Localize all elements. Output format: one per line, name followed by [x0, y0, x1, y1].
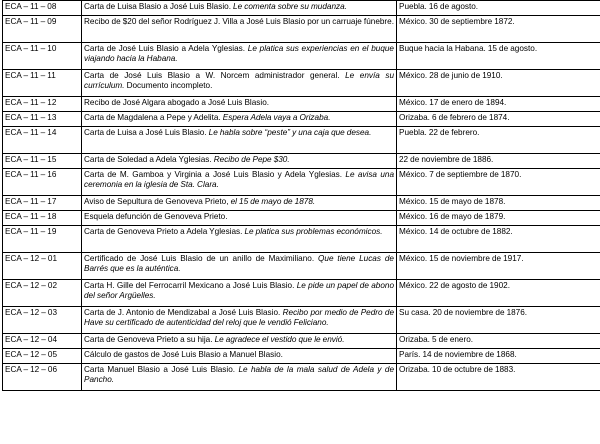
description-text: Certificado de José Luis Blasio de un anillo de Maximiliano. — [84, 254, 319, 263]
document-description — [82, 169, 397, 196]
archive-code: ECA – 11 – 11 — [3, 70, 82, 97]
archive-code: ECA – 11 – 08 — [3, 1, 82, 16]
document-description — [82, 16, 397, 43]
document-description — [82, 211, 397, 226]
document-description — [82, 334, 397, 349]
description-text: Esquela defunción de Genoveva Prieto. — [84, 212, 228, 221]
document-description — [82, 154, 397, 169]
table-row — [3, 196, 600, 211]
document-description — [82, 43, 397, 70]
description-note: Espera Adela vaya a Orizaba. — [222, 113, 331, 122]
place-date: Puebla. 16 de agosto. — [397, 1, 600, 16]
description-note: Recibo por medio de Pedro de Have su certificado de autenticidad del reloj que le vendió Feliciano. — [84, 308, 394, 328]
place-date: Su casa. 20 de noviembre de 1876. — [397, 307, 600, 334]
place-date: Puebla. 22 de febrero. — [397, 127, 600, 154]
document-description — [82, 307, 397, 334]
description-text: Carta de Soledad a Adela Yglesias. — [84, 155, 214, 164]
archive-code: ECA – 11 – 13 — [3, 112, 82, 127]
table-row — [3, 253, 600, 280]
table-row — [3, 127, 600, 154]
description-text: Carta de José Luis Blasio a Adela Yglesias. — [84, 44, 248, 53]
archive-code: ECA – 11 – 12 — [3, 97, 82, 112]
table-row — [3, 334, 600, 349]
place-date: México. 17 de enero de 1894. — [397, 97, 600, 112]
document-description — [82, 97, 397, 112]
description-note: Le pide un papel de abono del señor Argüelles. — [84, 281, 395, 301]
table-row — [3, 364, 600, 391]
archive-code: ECA – 12 – 06 — [3, 364, 82, 391]
archive-code: ECA – 12 – 01 — [3, 253, 82, 280]
place-date: Orizaba. 5 de enero. — [397, 334, 600, 349]
archive-code: ECA – 12 – 02 — [3, 280, 82, 307]
description-text: Carta de Magdalena a Pepe y Adelita. — [84, 113, 223, 122]
archive-code: ECA – 12 – 03 — [3, 307, 82, 334]
description-text: Recibo de José Algara abogado a José Luis Blasio. — [84, 98, 270, 107]
table-row — [3, 307, 600, 334]
place-date: México. 15 de mayo de 1878. — [397, 196, 600, 211]
description-note: Que tiene Lucas de Barrés que es la auténtica. — [84, 254, 394, 274]
document-description — [82, 280, 397, 307]
description-note: Recibo de Pepe $30. — [213, 155, 290, 164]
description-note: Le comenta sobre su mudanza. — [233, 2, 347, 11]
table-row — [3, 349, 600, 364]
description-text: Aviso de Sepultura de Genoveva Prieto, — [84, 197, 231, 206]
description-text: Carta de José Luis Blasio a W. Norcem administrador general. — [84, 71, 346, 80]
description-text: Carta de Genoveva Prieto a Adela Yglesias. — [84, 227, 245, 236]
document-description — [82, 70, 397, 97]
document-description — [82, 226, 397, 253]
description-text: Carta Manuel Blasio a José Luis Blasio. — [84, 365, 239, 374]
archive-code: ECA – 11 – 19 — [3, 226, 82, 253]
table-row — [3, 154, 600, 169]
table-row — [3, 226, 600, 253]
place-date: México. 22 de agosto de 1902. — [397, 280, 600, 307]
description-text: Carta de Luisa a José Luis Blasio. — [84, 128, 209, 137]
document-description — [82, 349, 397, 364]
table-row — [3, 16, 600, 43]
description-note: Le habla de la mala salud de Adela y de Pancho. — [84, 365, 395, 385]
table-row — [3, 169, 600, 196]
place-date: México. 7 de septiembre de 1870. — [397, 169, 600, 196]
place-date: Orizaba. 10 de octubre de 1883. — [397, 364, 600, 391]
document-description — [82, 1, 397, 16]
description-text: Carta de Luisa Blasio a José Luis Blasio. — [84, 2, 234, 11]
description-note: Le avisa una ceremonia en la iglesia de Sta. Clara. — [84, 170, 395, 190]
archive-code: ECA – 11 – 16 — [3, 169, 82, 196]
archive-code: ECA – 11 – 17 — [3, 196, 82, 211]
description-text: Carta de J. Antonio de Mendizabal a José Luis Blasio. — [84, 308, 283, 317]
description-tail: Documento incompleto. — [124, 81, 213, 91]
description-text: Recibo de $20 del señor Rodríguez J. Villa a José Luis Blasio por un carruaje fúnebre. — [84, 17, 394, 26]
document-description — [82, 364, 397, 391]
place-date: México. 14 de octubre de 1882. — [397, 226, 600, 253]
place-date: Buque hacia la Habana. 15 de agosto. — [397, 43, 600, 70]
table-row — [3, 280, 600, 307]
description-note: Le agradece el vestido que le envió. — [214, 335, 345, 344]
table-row — [3, 70, 600, 97]
description-note: el 15 de mayo de 1878. — [230, 197, 316, 206]
archive-code: ECA – 11 – 15 — [3, 154, 82, 169]
place-date: 22 de noviembre de 1886. — [397, 154, 600, 169]
archive-code: ECA – 12 – 05 — [3, 349, 82, 364]
archive-code: ECA – 11 – 10 — [3, 43, 82, 70]
table-row — [3, 97, 600, 112]
archive-code: ECA – 11 – 14 — [3, 127, 82, 154]
document-description — [82, 112, 397, 127]
place-date: México. 30 de septiembre 1872. — [397, 16, 600, 43]
description-text: Carta de M. Gamboa y Virginia a José Luis Blasio y Adela Yglesias. — [84, 170, 346, 179]
table-row — [3, 1, 600, 16]
document-description — [82, 127, 397, 154]
place-date: México. 15 de noviembre de 1917. — [397, 253, 600, 280]
description-text: Carta de Genoveva Prieto a su hija. — [84, 335, 215, 344]
description-text: Cálculo de gastos de José Luis Blasio a Manuel Blasio. — [84, 350, 283, 359]
description-note: Le platica sus problemas económicos. — [244, 227, 383, 236]
description-note: Le envía su currículum. — [84, 71, 394, 91]
place-date: México. 28 de junio de 1910. — [397, 70, 600, 97]
catalog-body — [3, 1, 600, 391]
place-date: México. 16 de mayo de 1879. — [397, 211, 600, 226]
document-description — [82, 196, 397, 211]
archive-code: ECA – 11 – 09 — [3, 16, 82, 43]
table-row — [3, 112, 600, 127]
catalog-table — [2, 0, 600, 391]
table-row — [3, 211, 600, 226]
table-row — [3, 43, 600, 70]
place-date: París. 14 de noviembre de 1868. — [397, 349, 600, 364]
place-date: Orizaba. 6 de febrero de 1874. — [397, 112, 600, 127]
archive-code: ECA – 11 – 18 — [3, 211, 82, 226]
archive-code: ECA – 12 – 04 — [3, 334, 82, 349]
document-description — [82, 253, 397, 280]
description-note: Le platica sus experiencias en el buque viajando hacia la Habana. — [84, 44, 394, 64]
description-text: Carta H. Gille del Ferrocarril Mexicano a José Luis Blasio. — [84, 281, 297, 290]
description-note: Le habla sobre “peste” y una caja que desea. — [208, 128, 372, 137]
